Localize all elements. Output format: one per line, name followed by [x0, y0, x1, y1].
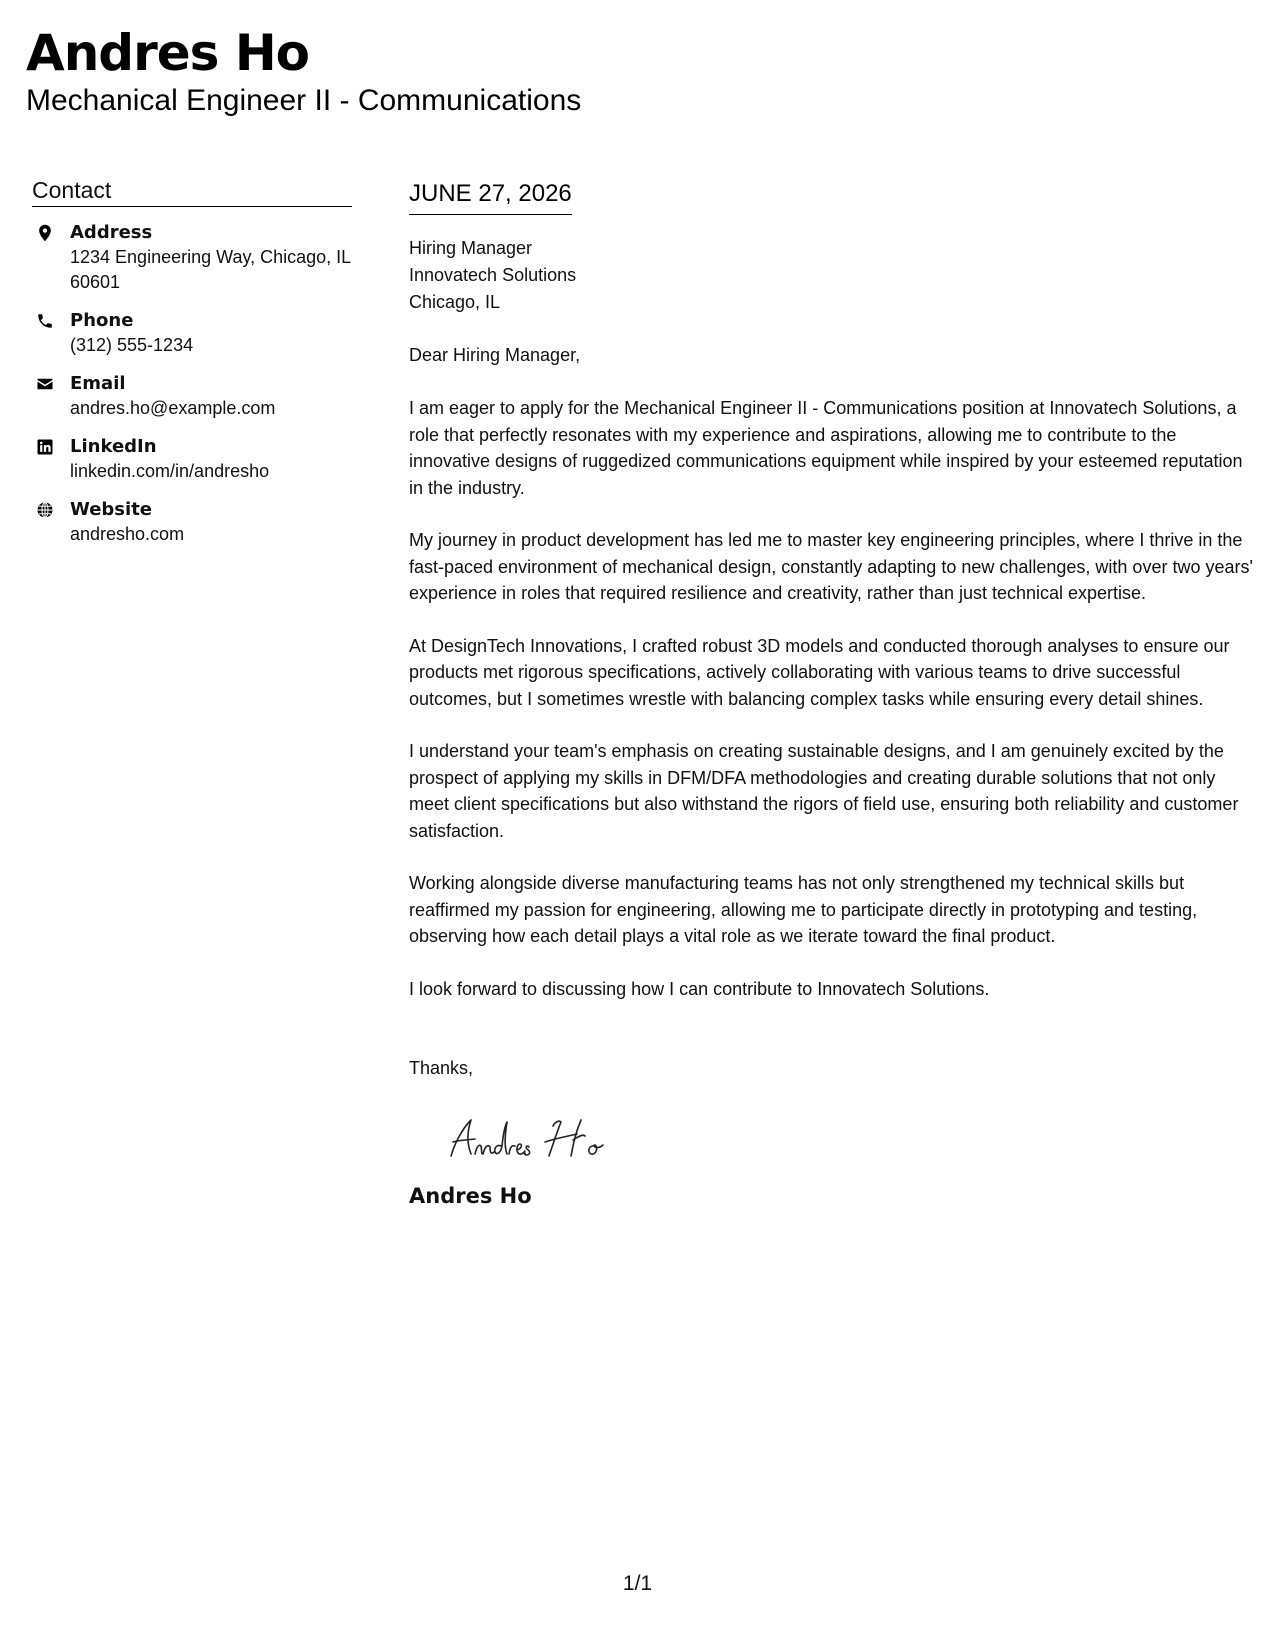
linkedin-value: linkedin.com/in/andresho	[70, 461, 270, 481]
contact-label: Email	[70, 373, 126, 394]
contact-item-linkedin	[32, 435, 352, 484]
signer-name: Andres Ho	[409, 1184, 532, 1208]
body-paragraph: I am eager to apply for the Mechanical Engineer II - Communications position at Innovatech Solutions, a role that perfectly resonates with my experience and aspirations, allowing me to contribute to the innovative designs of ruggedized communications equipment while inspired by your esteemed reputation in the industry.	[409, 398, 1243, 498]
body-paragraph: I understand your team's emphasis on creating sustainable designs, and I am genuinely excited by the prospect of applying my skills in DFM/DFA methodologies and creating durable solutions that not only meet client specifications but also withstand the rigors of field use, ensuring both reliability and customer satisfaction.	[409, 741, 1239, 841]
recipient-line: Chicago, IL	[409, 292, 501, 312]
address-value: 1234 Engineering Way, Chicago, IL 60601	[70, 247, 351, 292]
contact-heading: Contact	[32, 176, 352, 207]
applicant-name: Andres Ho	[26, 24, 310, 82]
email-value: andres.ho@example.com	[70, 398, 276, 418]
applicant-title: Mechanical Engineer II - Communications	[26, 84, 582, 117]
body-paragraph: Working alongside diverse manufacturing teams has not only strengthened my technical skills but reaffirmed my passion for engineering, allowing me to participate directly in prototyping and testing, observing how each detail plays a vital role as we iterate toward the final product.	[409, 873, 1198, 946]
page-number: 1/1	[622, 1572, 653, 1595]
letter-date: JUNE 27, 2026	[409, 178, 572, 215]
recipient-block	[409, 235, 1254, 316]
contact-label: LinkedIn	[70, 436, 157, 457]
contact-item-phone	[32, 309, 352, 358]
salutation: Dear Hiring Manager,	[409, 345, 581, 365]
handwritten-signature	[445, 1112, 635, 1160]
contact-label: Website	[70, 499, 153, 520]
closing: Thanks,	[409, 1058, 474, 1078]
contact-item-email	[32, 372, 352, 421]
letter-body	[409, 178, 1254, 1210]
body-paragraph: My journey in product development has led me to master key engineering principles, where I thrive in the fast-paced environment of mechanical design, constantly adapting to new challenges, with over two years' experience in roles that required resilience and creativity, rather than just technical expertise.	[409, 530, 1253, 603]
letter-header	[26, 22, 581, 118]
contact-item-address	[32, 221, 352, 295]
contact-label: Address	[70, 222, 153, 243]
body-paragraph: At DesignTech Innovations, I crafted robust 3D models and conducted thorough analyses to ensure our products met rigorous specifications, actively collaborating with various teams to drive successful outcomes, but I sometimes wrestle with balancing complex tasks while ensuring every detail shines.	[409, 635, 1230, 709]
contact-item-website	[32, 498, 352, 547]
contact-label: Phone	[70, 310, 134, 331]
globe-icon	[35, 500, 55, 520]
phone-value: (312) 555-1234	[70, 335, 194, 355]
phone-icon	[35, 311, 55, 331]
body-paragraph: I look forward to discussing how I can contribute to Innovatech Solutions.	[409, 978, 990, 999]
linkedin-icon	[35, 437, 55, 457]
map-pin-icon	[35, 223, 55, 243]
contact-sidebar	[32, 176, 352, 547]
recipient-line: Hiring Manager	[409, 238, 533, 258]
website-value: andresho.com	[70, 524, 185, 544]
envelope-icon	[35, 374, 55, 394]
recipient-line: Innovatech Solutions	[409, 265, 577, 285]
